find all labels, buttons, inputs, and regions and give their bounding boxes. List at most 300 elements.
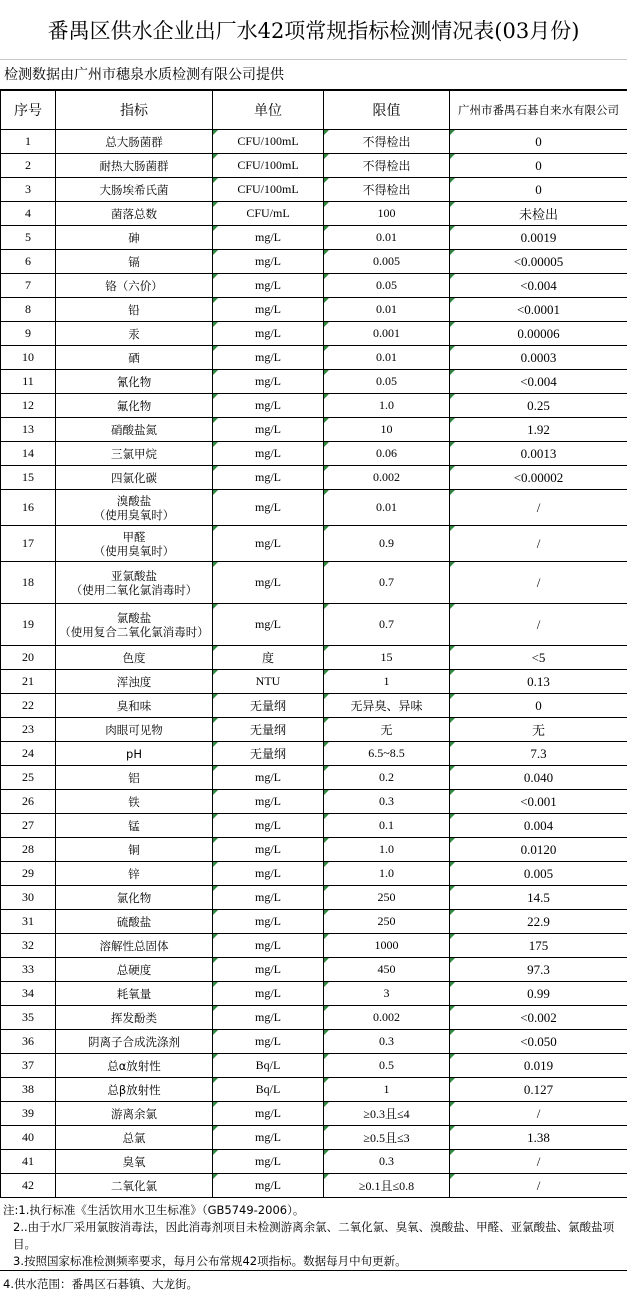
row-index: 22 xyxy=(1,694,56,718)
row-index: 40 xyxy=(1,1126,56,1150)
table-row xyxy=(1,1126,627,1150)
row-unit: mg/L xyxy=(213,814,324,838)
row-indicator-name: 铜 xyxy=(128,842,140,857)
row-indicator-name: 总β放射性 xyxy=(107,1082,161,1097)
row-unit: mg/L xyxy=(213,1030,324,1054)
row-unit: mg/L xyxy=(213,298,324,322)
row-unit: CFU/mL xyxy=(213,202,324,226)
table-row xyxy=(1,886,627,910)
table-row xyxy=(1,370,627,394)
row-unit: 无量纲 xyxy=(213,742,324,766)
row-indicator-name: 游离余氯 xyxy=(111,1106,157,1121)
row-unit: 度 xyxy=(213,646,324,670)
row-indicator xyxy=(56,154,213,178)
row-indicator xyxy=(56,562,213,604)
row-limit: 0.05 xyxy=(324,370,450,394)
row-indicator xyxy=(56,1030,213,1054)
table-row xyxy=(1,226,627,250)
row-index: 28 xyxy=(1,838,56,862)
row-limit: 0.5 xyxy=(324,1054,450,1078)
row-result: 0.99 xyxy=(450,982,627,1006)
row-indicator-name: 挥发酚类 xyxy=(111,1010,157,1025)
row-index: 19 xyxy=(1,604,56,646)
row-limit: 1.0 xyxy=(324,394,450,418)
row-index: 30 xyxy=(1,886,56,910)
row-result: <0.00005 xyxy=(450,250,627,274)
row-result: 0 xyxy=(450,694,627,718)
row-unit: mg/L xyxy=(213,934,324,958)
row-result: <0.00002 xyxy=(450,466,627,490)
row-result: 22.9 xyxy=(450,910,627,934)
row-indicator-name: 锰 xyxy=(128,818,140,833)
row-indicator xyxy=(56,466,213,490)
row-indicator xyxy=(56,322,213,346)
row-indicator xyxy=(56,250,213,274)
row-unit: mg/L xyxy=(213,1006,324,1030)
row-index: 16 xyxy=(1,490,56,526)
row-indicator-name: 锌 xyxy=(128,866,140,881)
row-limit: 0.9 xyxy=(324,526,450,562)
table-row xyxy=(1,346,627,370)
row-limit: 1000 xyxy=(324,934,450,958)
row-indicator-name: 菌落总数 xyxy=(111,206,157,221)
row-limit: 0.01 xyxy=(324,490,450,526)
row-limit: 250 xyxy=(324,886,450,910)
row-unit: mg/L xyxy=(213,346,324,370)
table-row xyxy=(1,526,627,562)
row-index: 23 xyxy=(1,718,56,742)
row-indicator xyxy=(56,226,213,250)
row-limit: 1.0 xyxy=(324,862,450,886)
row-indicator-name: 硒 xyxy=(128,350,140,365)
table-row xyxy=(1,1174,627,1198)
row-index: 15 xyxy=(1,466,56,490)
row-index: 37 xyxy=(1,1054,56,1078)
row-limit: 15 xyxy=(324,646,450,670)
row-result: / xyxy=(450,604,627,646)
table-row xyxy=(1,982,627,1006)
row-indicator-name: 肉眼可见物 xyxy=(105,722,163,737)
row-unit: mg/L xyxy=(213,394,324,418)
results-table xyxy=(0,90,627,1198)
row-indicator-name: 氯化物 xyxy=(116,890,152,905)
row-unit: CFU/100mL xyxy=(213,178,324,202)
page-title: 番禺区供水企业出厂水42项常规指标检测情况表(03月份) xyxy=(0,0,627,60)
row-indicator xyxy=(56,418,213,442)
row-limit: 3 xyxy=(324,982,450,1006)
row-index: 29 xyxy=(1,862,56,886)
row-limit: 0.05 xyxy=(324,274,450,298)
row-result: / xyxy=(450,526,627,562)
row-unit: Bq/L xyxy=(213,1078,324,1102)
row-indicator xyxy=(56,982,213,1006)
row-indicator xyxy=(56,718,213,742)
row-index: 10 xyxy=(1,346,56,370)
row-result: 175 xyxy=(450,934,627,958)
row-limit: 6.5~8.5 xyxy=(324,742,450,766)
row-unit: mg/L xyxy=(213,982,324,1006)
table-row xyxy=(1,646,627,670)
row-index: 21 xyxy=(1,670,56,694)
row-indicator-name: 溴酸盐 xyxy=(116,493,152,508)
row-index: 7 xyxy=(1,274,56,298)
table-row xyxy=(1,1150,627,1174)
row-indicator xyxy=(56,766,213,790)
row-unit: mg/L xyxy=(213,466,324,490)
row-indicator xyxy=(56,1102,213,1126)
row-index: 39 xyxy=(1,1102,56,1126)
row-indicator xyxy=(56,862,213,886)
row-indicator-name: 镉 xyxy=(128,254,140,269)
row-limit: 0.002 xyxy=(324,1006,450,1030)
row-unit: mg/L xyxy=(213,442,324,466)
row-index: 4 xyxy=(1,202,56,226)
row-indicator-name: 硝酸盐氮 xyxy=(111,422,157,437)
row-unit: mg/L xyxy=(213,1174,324,1198)
row-limit: 1.0 xyxy=(324,838,450,862)
row-indicator-name: 铅 xyxy=(128,302,140,317)
row-index: 36 xyxy=(1,1030,56,1054)
table-row xyxy=(1,1006,627,1030)
row-result: 0.25 xyxy=(450,394,627,418)
row-result: 0 xyxy=(450,154,627,178)
row-index: 32 xyxy=(1,934,56,958)
row-unit: mg/L xyxy=(213,958,324,982)
row-indicator xyxy=(56,1126,213,1150)
row-unit: mg/L xyxy=(213,274,324,298)
row-unit: mg/L xyxy=(213,562,324,604)
row-index: 3 xyxy=(1,178,56,202)
row-indicator xyxy=(56,604,213,646)
row-indicator-name: 氯酸盐 xyxy=(116,610,152,625)
row-indicator xyxy=(56,490,213,526)
header-unit: 单位 xyxy=(213,91,324,130)
row-limit: 0.2 xyxy=(324,766,450,790)
row-index: 27 xyxy=(1,814,56,838)
row-indicator-name: 氟化物 xyxy=(116,398,152,413)
row-indicator-condition: （使用臭氧时） xyxy=(93,543,175,558)
row-limit: ≥0.1且≤0.8 xyxy=(324,1174,450,1198)
row-indicator-name: 大肠埃希氏菌 xyxy=(99,182,169,197)
row-limit: 不得检出 xyxy=(324,178,450,202)
row-result: <0.050 xyxy=(450,1030,627,1054)
row-index: 41 xyxy=(1,1150,56,1174)
row-indicator-name: 溶解性总固体 xyxy=(99,938,169,953)
row-limit: 0.001 xyxy=(324,322,450,346)
row-indicator xyxy=(56,790,213,814)
row-indicator-name: 臭氧 xyxy=(122,1154,146,1169)
table-row xyxy=(1,838,627,862)
row-limit: 100 xyxy=(324,202,450,226)
table-header-row xyxy=(1,91,627,130)
row-limit: 0.3 xyxy=(324,1150,450,1174)
row-indicator-name: 亚氯酸盐 xyxy=(111,568,157,583)
row-result: / xyxy=(450,490,627,526)
table-row xyxy=(1,694,627,718)
row-result: <0.0001 xyxy=(450,298,627,322)
row-result: 14.5 xyxy=(450,886,627,910)
row-unit: mg/L xyxy=(213,526,324,562)
row-limit: 无异臭、异味 xyxy=(324,694,450,718)
row-indicator-name: 汞 xyxy=(128,326,140,341)
table-row xyxy=(1,934,627,958)
table-row xyxy=(1,490,627,526)
table-row xyxy=(1,202,627,226)
data-source-line: 检测数据由广州市穗泉水质检测有限公司提供 xyxy=(0,60,627,90)
table-row xyxy=(1,466,627,490)
row-index: 17 xyxy=(1,526,56,562)
row-indicator-name: 浑浊度 xyxy=(116,674,152,689)
table-row xyxy=(1,790,627,814)
row-index: 33 xyxy=(1,958,56,982)
row-index: 35 xyxy=(1,1006,56,1030)
row-indicator xyxy=(56,910,213,934)
row-indicator-name: 阴离子合成洗涤剂 xyxy=(88,1034,180,1049)
row-index: 20 xyxy=(1,646,56,670)
table-row xyxy=(1,418,627,442)
table-row xyxy=(1,178,627,202)
row-indicator-name: 铁 xyxy=(128,794,140,809)
row-unit: mg/L xyxy=(213,604,324,646)
row-index: 14 xyxy=(1,442,56,466)
row-unit: mg/L xyxy=(213,250,324,274)
row-indicator-name: 氰化物 xyxy=(116,374,152,389)
row-result: 1.38 xyxy=(450,1126,627,1150)
row-indicator-name: 铬（六价） xyxy=(105,278,163,293)
row-indicator xyxy=(56,178,213,202)
table-row xyxy=(1,562,627,604)
row-indicator xyxy=(56,130,213,154)
row-unit: 无量纲 xyxy=(213,694,324,718)
row-limit: 10 xyxy=(324,418,450,442)
row-index: 11 xyxy=(1,370,56,394)
row-unit: mg/L xyxy=(213,838,324,862)
row-result: 0.127 xyxy=(450,1078,627,1102)
table-row xyxy=(1,718,627,742)
row-index: 42 xyxy=(1,1174,56,1198)
row-unit: mg/L xyxy=(213,1102,324,1126)
row-result: / xyxy=(450,1150,627,1174)
row-indicator-name: 砷 xyxy=(128,230,140,245)
table-row xyxy=(1,766,627,790)
row-result: <0.004 xyxy=(450,370,627,394)
row-indicator xyxy=(56,442,213,466)
row-indicator xyxy=(56,1078,213,1102)
row-unit: mg/L xyxy=(213,766,324,790)
row-unit: mg/L xyxy=(213,322,324,346)
row-indicator xyxy=(56,1006,213,1030)
row-indicator xyxy=(56,1054,213,1078)
header-company: 广州市番禺石碁自来水有限公司 xyxy=(450,91,627,130)
row-limit: 0.06 xyxy=(324,442,450,466)
row-indicator-name: 臭和味 xyxy=(116,698,152,713)
row-limit: 0.005 xyxy=(324,250,450,274)
notes-block xyxy=(0,1198,627,1271)
row-limit: ≥0.5且≤3 xyxy=(324,1126,450,1150)
row-unit: CFU/100mL xyxy=(213,130,324,154)
row-indicator xyxy=(56,742,213,766)
row-indicator-name: 色度 xyxy=(122,650,146,665)
row-result: 0.005 xyxy=(450,862,627,886)
row-unit: mg/L xyxy=(213,490,324,526)
row-result: 0.0013 xyxy=(450,442,627,466)
row-index: 34 xyxy=(1,982,56,1006)
row-limit: 0.3 xyxy=(324,790,450,814)
row-limit: 0.01 xyxy=(324,298,450,322)
row-result: 未检出 xyxy=(450,202,627,226)
table-row xyxy=(1,322,627,346)
row-result: 0.00006 xyxy=(450,322,627,346)
row-result: <0.002 xyxy=(450,1006,627,1030)
row-index: 12 xyxy=(1,394,56,418)
row-index: 25 xyxy=(1,766,56,790)
row-unit: NTU xyxy=(213,670,324,694)
row-index: 24 xyxy=(1,742,56,766)
row-indicator-name: 总硬度 xyxy=(116,962,152,977)
row-unit: mg/L xyxy=(213,862,324,886)
row-unit: 无量纲 xyxy=(213,718,324,742)
table-row xyxy=(1,298,627,322)
row-indicator xyxy=(56,202,213,226)
row-unit: CFU/100mL xyxy=(213,154,324,178)
row-indicator xyxy=(56,526,213,562)
row-limit: 250 xyxy=(324,910,450,934)
row-limit: 0.3 xyxy=(324,1030,450,1054)
row-indicator-name: 铝 xyxy=(128,770,140,785)
row-indicator xyxy=(56,298,213,322)
row-indicator xyxy=(56,886,213,910)
row-unit: Bq/L xyxy=(213,1054,324,1078)
row-unit: mg/L xyxy=(213,226,324,250)
row-indicator xyxy=(56,646,213,670)
row-index: 31 xyxy=(1,910,56,934)
row-result: / xyxy=(450,562,627,604)
table-row xyxy=(1,862,627,886)
row-indicator xyxy=(56,694,213,718)
row-limit: 0.7 xyxy=(324,562,450,604)
row-result: 0.040 xyxy=(450,766,627,790)
supply-scope: 4.供水范围：番禺区石碁镇、大龙街。 xyxy=(3,1277,198,1291)
row-result: 1.92 xyxy=(450,418,627,442)
header-indicator: 指标 xyxy=(56,91,213,130)
row-result: 0 xyxy=(450,178,627,202)
row-limit: 450 xyxy=(324,958,450,982)
table-row xyxy=(1,1054,627,1078)
row-indicator xyxy=(56,370,213,394)
row-limit: 不得检出 xyxy=(324,154,450,178)
row-unit: mg/L xyxy=(213,910,324,934)
row-unit: mg/L xyxy=(213,1126,324,1150)
table-row xyxy=(1,274,627,298)
row-index: 26 xyxy=(1,790,56,814)
row-indicator-name: 二氧化氯 xyxy=(111,1178,157,1193)
row-limit: 0.002 xyxy=(324,466,450,490)
row-result: 0.004 xyxy=(450,814,627,838)
row-result: 0.0019 xyxy=(450,226,627,250)
row-indicator xyxy=(56,1150,213,1174)
row-index: 13 xyxy=(1,418,56,442)
row-indicator-name: 硫酸盐 xyxy=(116,914,152,929)
table-row xyxy=(1,742,627,766)
row-result: 无 xyxy=(450,718,627,742)
table-row xyxy=(1,814,627,838)
row-limit: 0.01 xyxy=(324,226,450,250)
note-line: 2..由于水厂采用氯胺消毒法，因此消毒剂项目未检测游离余氯、二氧化氯、臭氧、溴酸盐、甲醛、亚氯酸盐、氯酸盐项目。 xyxy=(13,1220,615,1251)
row-result: / xyxy=(450,1102,627,1126)
row-indicator xyxy=(56,346,213,370)
row-limit: 1 xyxy=(324,670,450,694)
row-limit: 无 xyxy=(324,718,450,742)
note-line: 注:1.执行标准《生活饮用水卫生标准》（GB5749-2006）。 xyxy=(3,1203,305,1217)
table-row xyxy=(1,442,627,466)
table-row xyxy=(1,910,627,934)
row-result: 0.019 xyxy=(450,1054,627,1078)
row-index: 2 xyxy=(1,154,56,178)
row-limit: 1 xyxy=(324,1078,450,1102)
table-row xyxy=(1,394,627,418)
row-indicator-name: 总α放射性 xyxy=(107,1058,161,1073)
table-row xyxy=(1,958,627,982)
row-indicator-name: 总氯 xyxy=(122,1130,146,1145)
row-indicator-name: pH xyxy=(126,746,142,761)
row-limit: 0.01 xyxy=(324,346,450,370)
row-indicator-condition: （使用二氧化氯消毒时） xyxy=(70,582,198,597)
row-indicator xyxy=(56,274,213,298)
row-result: 97.3 xyxy=(450,958,627,982)
row-result: 7.3 xyxy=(450,742,627,766)
row-result: <0.004 xyxy=(450,274,627,298)
row-indicator-name: 总大肠菌群 xyxy=(105,134,163,149)
row-indicator xyxy=(56,934,213,958)
row-indicator-name: 三氯甲烷 xyxy=(111,446,157,461)
row-index: 5 xyxy=(1,226,56,250)
row-unit: mg/L xyxy=(213,790,324,814)
table-row xyxy=(1,154,627,178)
row-result: / xyxy=(450,1174,627,1198)
table-row xyxy=(1,604,627,646)
table-row xyxy=(1,130,627,154)
row-index: 6 xyxy=(1,250,56,274)
row-result: <0.001 xyxy=(450,790,627,814)
row-indicator xyxy=(56,670,213,694)
table-row xyxy=(1,670,627,694)
table-row xyxy=(1,1030,627,1054)
row-indicator-condition: （使用复合二氧化氯消毒时） xyxy=(59,624,209,639)
row-result: 0.0120 xyxy=(450,838,627,862)
row-indicator xyxy=(56,1174,213,1198)
row-indicator-condition: （使用臭氧时） xyxy=(93,507,175,522)
row-limit: ≥0.3且≤4 xyxy=(324,1102,450,1126)
row-index: 1 xyxy=(1,130,56,154)
header-index: 序号 xyxy=(1,91,56,130)
row-limit: 0.7 xyxy=(324,604,450,646)
row-unit: mg/L xyxy=(213,370,324,394)
header-limit: 限值 xyxy=(324,91,450,130)
row-unit: mg/L xyxy=(213,886,324,910)
note-line: 3.按照国家标准检测频率要求，每月公布常规42项指标。数据每月中旬更新。 xyxy=(13,1254,407,1268)
row-unit: mg/L xyxy=(213,1150,324,1174)
row-indicator-name: 甲醛 xyxy=(122,529,146,544)
row-index: 9 xyxy=(1,322,56,346)
row-result: 0 xyxy=(450,130,627,154)
row-indicator xyxy=(56,958,213,982)
row-unit: mg/L xyxy=(213,418,324,442)
row-index: 8 xyxy=(1,298,56,322)
row-indicator-name: 耗氧量 xyxy=(116,986,152,1001)
row-limit: 不得检出 xyxy=(324,130,450,154)
table-row xyxy=(1,1078,627,1102)
row-indicator-name: 四氯化碳 xyxy=(111,470,157,485)
